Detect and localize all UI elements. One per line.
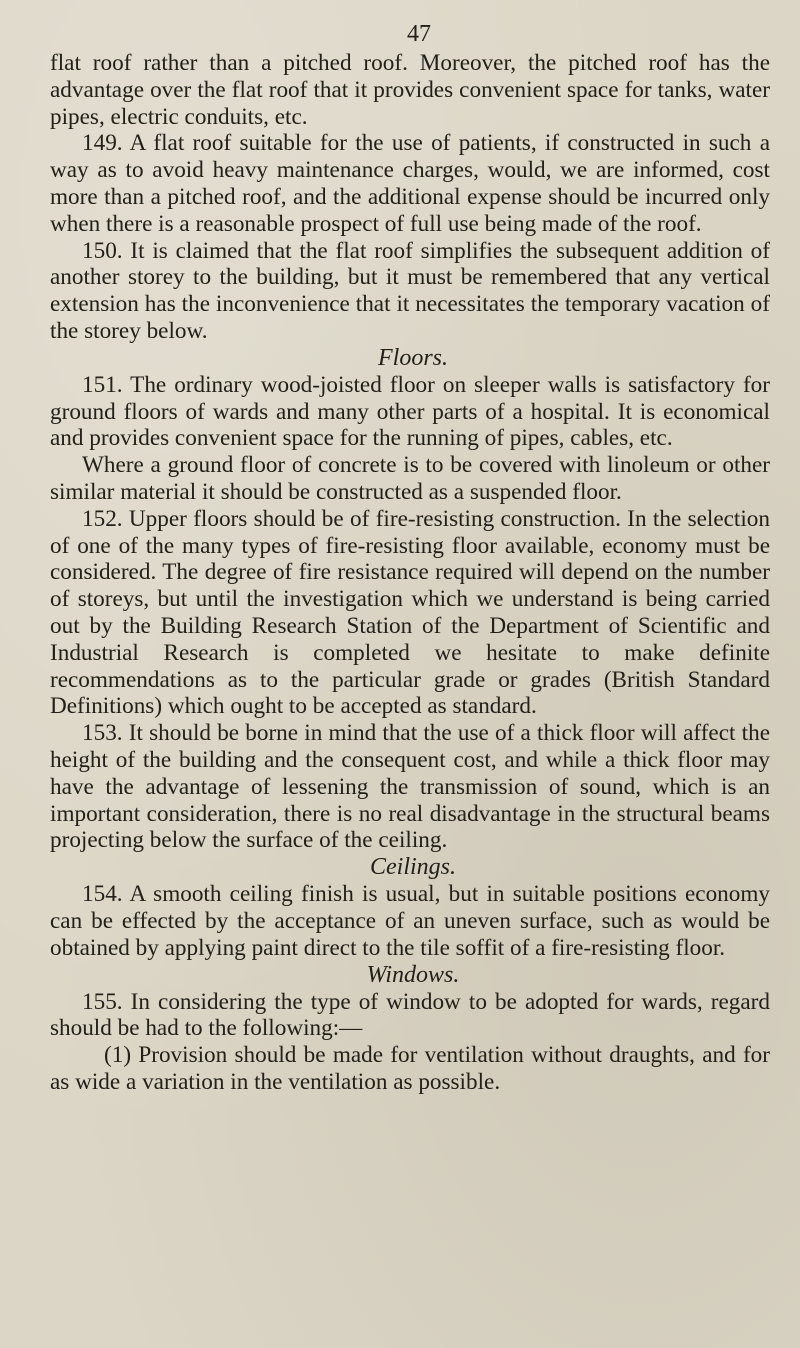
paragraph-155: 155. In considering the type of window to be adopted for wards, regard should be had to the following:— [50,988,770,1042]
paragraph-149: 149. A flat roof suitable for the use of patients, if constructed in such a way as to avoid heavy maintenance charges, would, we are informed, cost more than a pitched roof, and the additional expense should be incurred only when there is a reasonable prospect of full use being made of the roof. [50,130,770,237]
section-heading-floors: Floors. [377,344,448,371]
paragraph-150: 150. It is claimed that the flat roof simplifies the subsequent addition of another storey to the building, but it must be remembered that any vertical extension has the inconvenience that it necessitates the temporary vacation of the storey below. [50,237,770,344]
paragraph-155-item-1: (1) Provision should be made for ventilation without draughts, and for as wide a variation in the ventilation as possible. [50,1042,770,1095]
paragraph-151-suspended-floor: Where a ground floor of concrete is to be covered with linoleum or other similar material it should be constructed as a suspended floor. [50,452,770,505]
paragraph-151: 151. The ordinary wood-joisted floor on sleeper walls is satisfactory for ground floors of wards and many other parts of a hospital. It is economical and provides convenient space for the running of pipes, cables, etc. [50,371,770,452]
paragraph-153: 153. It should be borne in mind that the use of a thick floor will affect the height of the building and the consequent cost, and while a thick floor may have the advantage of lessening the transmission of sound, which is an important consideration, there is no real disadvantage in the structural beams projecting below the surface of the ceiling. [50,720,770,854]
section-heading-ceilings: Ceilings. [369,854,456,881]
paragraph-154: 154. A smooth ceiling finish is usual, but in suitable positions economy can be effected by the acceptance of an uneven surface, such as would be obtained by applying paint direct to the tile soffit of a fire-resisting floor. [50,881,770,961]
paragraph-roof-continuation: flat roof rather than a pitched roof. Moreover, the pitched roof has the advantage over the flat roof that it provides convenient space for tanks, water pipes, electric conduits, etc. [50,50,770,130]
section-heading-windows: Windows. [366,961,460,988]
paragraph-152: 152. Upper floors should be of fire-resisting construction. In the selection of one of the many types of fire-resisting floor available, economy must be considered. The degree of fire resistance required will depend on the number of storeys, but until the investigation which we understand is being carried out by the Building Research Station of the Department of Scientific and Industrial Research is completed we hesitate to make definite recommendations as to the particular grade or grades (British Standard Definitions) which ought to be accepted as standard. [50,505,770,720]
page-number: 47 [407,21,431,47]
